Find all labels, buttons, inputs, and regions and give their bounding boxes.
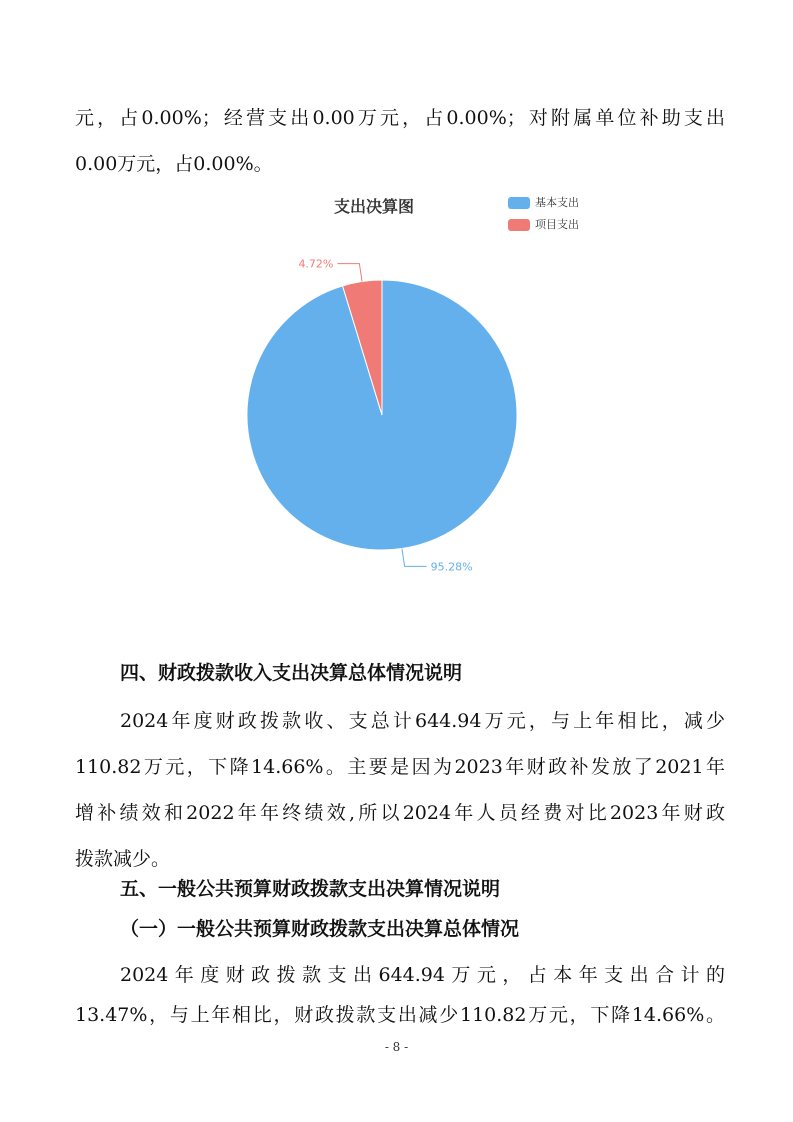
paragraph-line: 拨款减少。 — [75, 848, 171, 870]
chart-title: 支出决算图 — [334, 197, 415, 216]
subsection-heading-5-1: （一）一般公共预算财政拨款支出决算总体情况 — [120, 918, 520, 940]
pie-data-label-1: 4.72% — [298, 257, 334, 271]
legend-label: 基本支出 — [535, 196, 579, 209]
pie-leader-line-0 — [402, 549, 427, 567]
section-heading-5: 五、一般公共预算财政拨款支出决算情况说明 — [120, 878, 501, 900]
pie-data-label-0: 95.28% — [430, 560, 473, 574]
paragraph-line: 2024年度财政拨款支出644.94万元，占本年支出合计的 — [120, 964, 725, 986]
paragraph-line: 110.82万元，下降14.66%。主要是因为2023年财政补发放了2021年 — [75, 756, 725, 778]
paragraph-line: 增补绩效和2022年年终绩效,所以2024年人员经费对比2023年财政 — [75, 802, 725, 824]
legend-label: 项目支出 — [535, 218, 579, 231]
paragraph-line: 13.47%，与上年相比，财政拨款支出减少110.82万元，下降14.66%。 — [75, 1004, 725, 1026]
page-number: - 8 - — [384, 1040, 409, 1054]
paragraph-line: 元，占0.00%；经营支出0.00万元，占0.00%；对附属单位补助支出 — [75, 107, 725, 129]
paragraph-line: 0.00万元，占0.00%。 — [75, 153, 273, 175]
pie-leader-line-1 — [337, 264, 362, 282]
section-heading-4: 四、财政拨款收入支出决算总体情况说明 — [120, 662, 463, 684]
paragraph-line: 2024年度财政拨款收、支总计644.94万元，与上年相比，减少 — [120, 710, 725, 732]
